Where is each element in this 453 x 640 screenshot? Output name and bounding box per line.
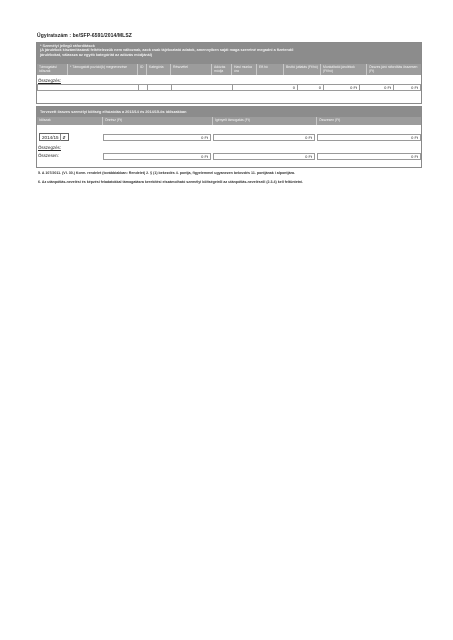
col-sum-total: Összesen (Ft)	[317, 117, 421, 125]
footnote-6: 6. Az utánpótlás-nevelési és képzési feladatokkal támogatásra kerekítési elszámolható személyi költségeiről az utánpótlás-nevelésről (2.3.4) kell feltüntetni.	[38, 180, 304, 184]
summary-cell-eff-month: 0	[297, 84, 324, 91]
col-category: Kategória	[147, 64, 171, 75]
planned-sum-label: Összesen:	[38, 153, 59, 158]
column-header-row	[37, 64, 421, 75]
sum-total-cell: 0 Ft	[317, 153, 421, 160]
col-tax-mode: Adózás módja	[212, 64, 232, 75]
summary-label: Összegzés:	[38, 78, 61, 83]
header-line-1: * Személyi jellegű ráfordítások	[40, 44, 95, 48]
planned-column-row	[37, 117, 421, 125]
period-select[interactable]	[39, 133, 69, 141]
summary-cell-employer: 0 Ft	[359, 84, 394, 91]
period-select-value: 2014/15	[42, 135, 59, 140]
col-participation: Részvétel	[171, 64, 212, 75]
footnote-5: 5. A 107/2011. (VI. 30.) Korm. rendelet (továbbiakban: Rendelet) 2. § (1) bekezdés 4. pontja, figyelemmel ugyanezen bekezdés 11. pontjának i alpontjára.	[38, 171, 295, 175]
summary-cell-gross: 0 Ft	[323, 84, 360, 91]
summary-cell-category	[147, 84, 172, 91]
col-id: ID	[138, 64, 147, 75]
col-own-share: Önrész (Ft)	[103, 117, 213, 125]
col-position: * Támogatott pozíció(k) megnevezése	[68, 64, 138, 75]
planned-cost-panel	[36, 106, 422, 168]
row-total-cell: 0 Ft	[317, 134, 421, 141]
stepper-arrow-icon[interactable]: ⇵	[60, 134, 67, 141]
col-eff-month: Eff.hó	[257, 64, 284, 75]
own-share-cell[interactable]: 0 Ft	[103, 134, 211, 141]
col-requested-support: Igényelt támogatás (Ft)	[213, 117, 317, 125]
summary-cell-tax	[171, 84, 233, 91]
col-total-cost: Összes járó ráfordítás összesen (Ft)	[367, 64, 421, 75]
summary-cell-total: 0 Ft	[393, 84, 421, 91]
planned-cost-header: Tervezett összes személyi költség elhúzódás a 2013/14 és 2014/15-ös időszakban	[37, 107, 421, 117]
header-line-2: (A járulékok kiszámításánál feltételezzük nem változnak, azok csak tájékoztató adatok, amennyiben saját maga szeretné megadni a fizetendő	[40, 48, 294, 53]
col-period-2: Időszak	[37, 117, 103, 125]
col-period: Támogatási időszak	[37, 64, 68, 75]
col-monthly-hours: Havi munka óra	[232, 64, 257, 75]
requested-support-cell[interactable]: 0 Ft	[213, 134, 315, 141]
header-line-3: járulékokat, válassza az egyéb kategóriát az adózás módjánál)	[40, 52, 153, 57]
sum-own-cell: 0 Ft	[103, 153, 211, 160]
col-gross-pay: Bruttó juttatás (Ft/hó)	[284, 64, 321, 75]
summary-cell-period	[37, 84, 139, 91]
col-employer-contrib: Munkáltatói járulékok (Ft/hó)	[321, 64, 367, 75]
personnel-cost-header	[37, 43, 421, 64]
planned-summary-label: Összegzés:	[38, 145, 61, 150]
summary-cell-hours: 0	[232, 84, 298, 91]
sum-support-cell: 0 Ft	[213, 153, 315, 160]
reference-number: Ügyiratszám : be/SFP-6591/2014/MLSZ	[37, 33, 132, 39]
personnel-cost-panel	[36, 42, 422, 104]
